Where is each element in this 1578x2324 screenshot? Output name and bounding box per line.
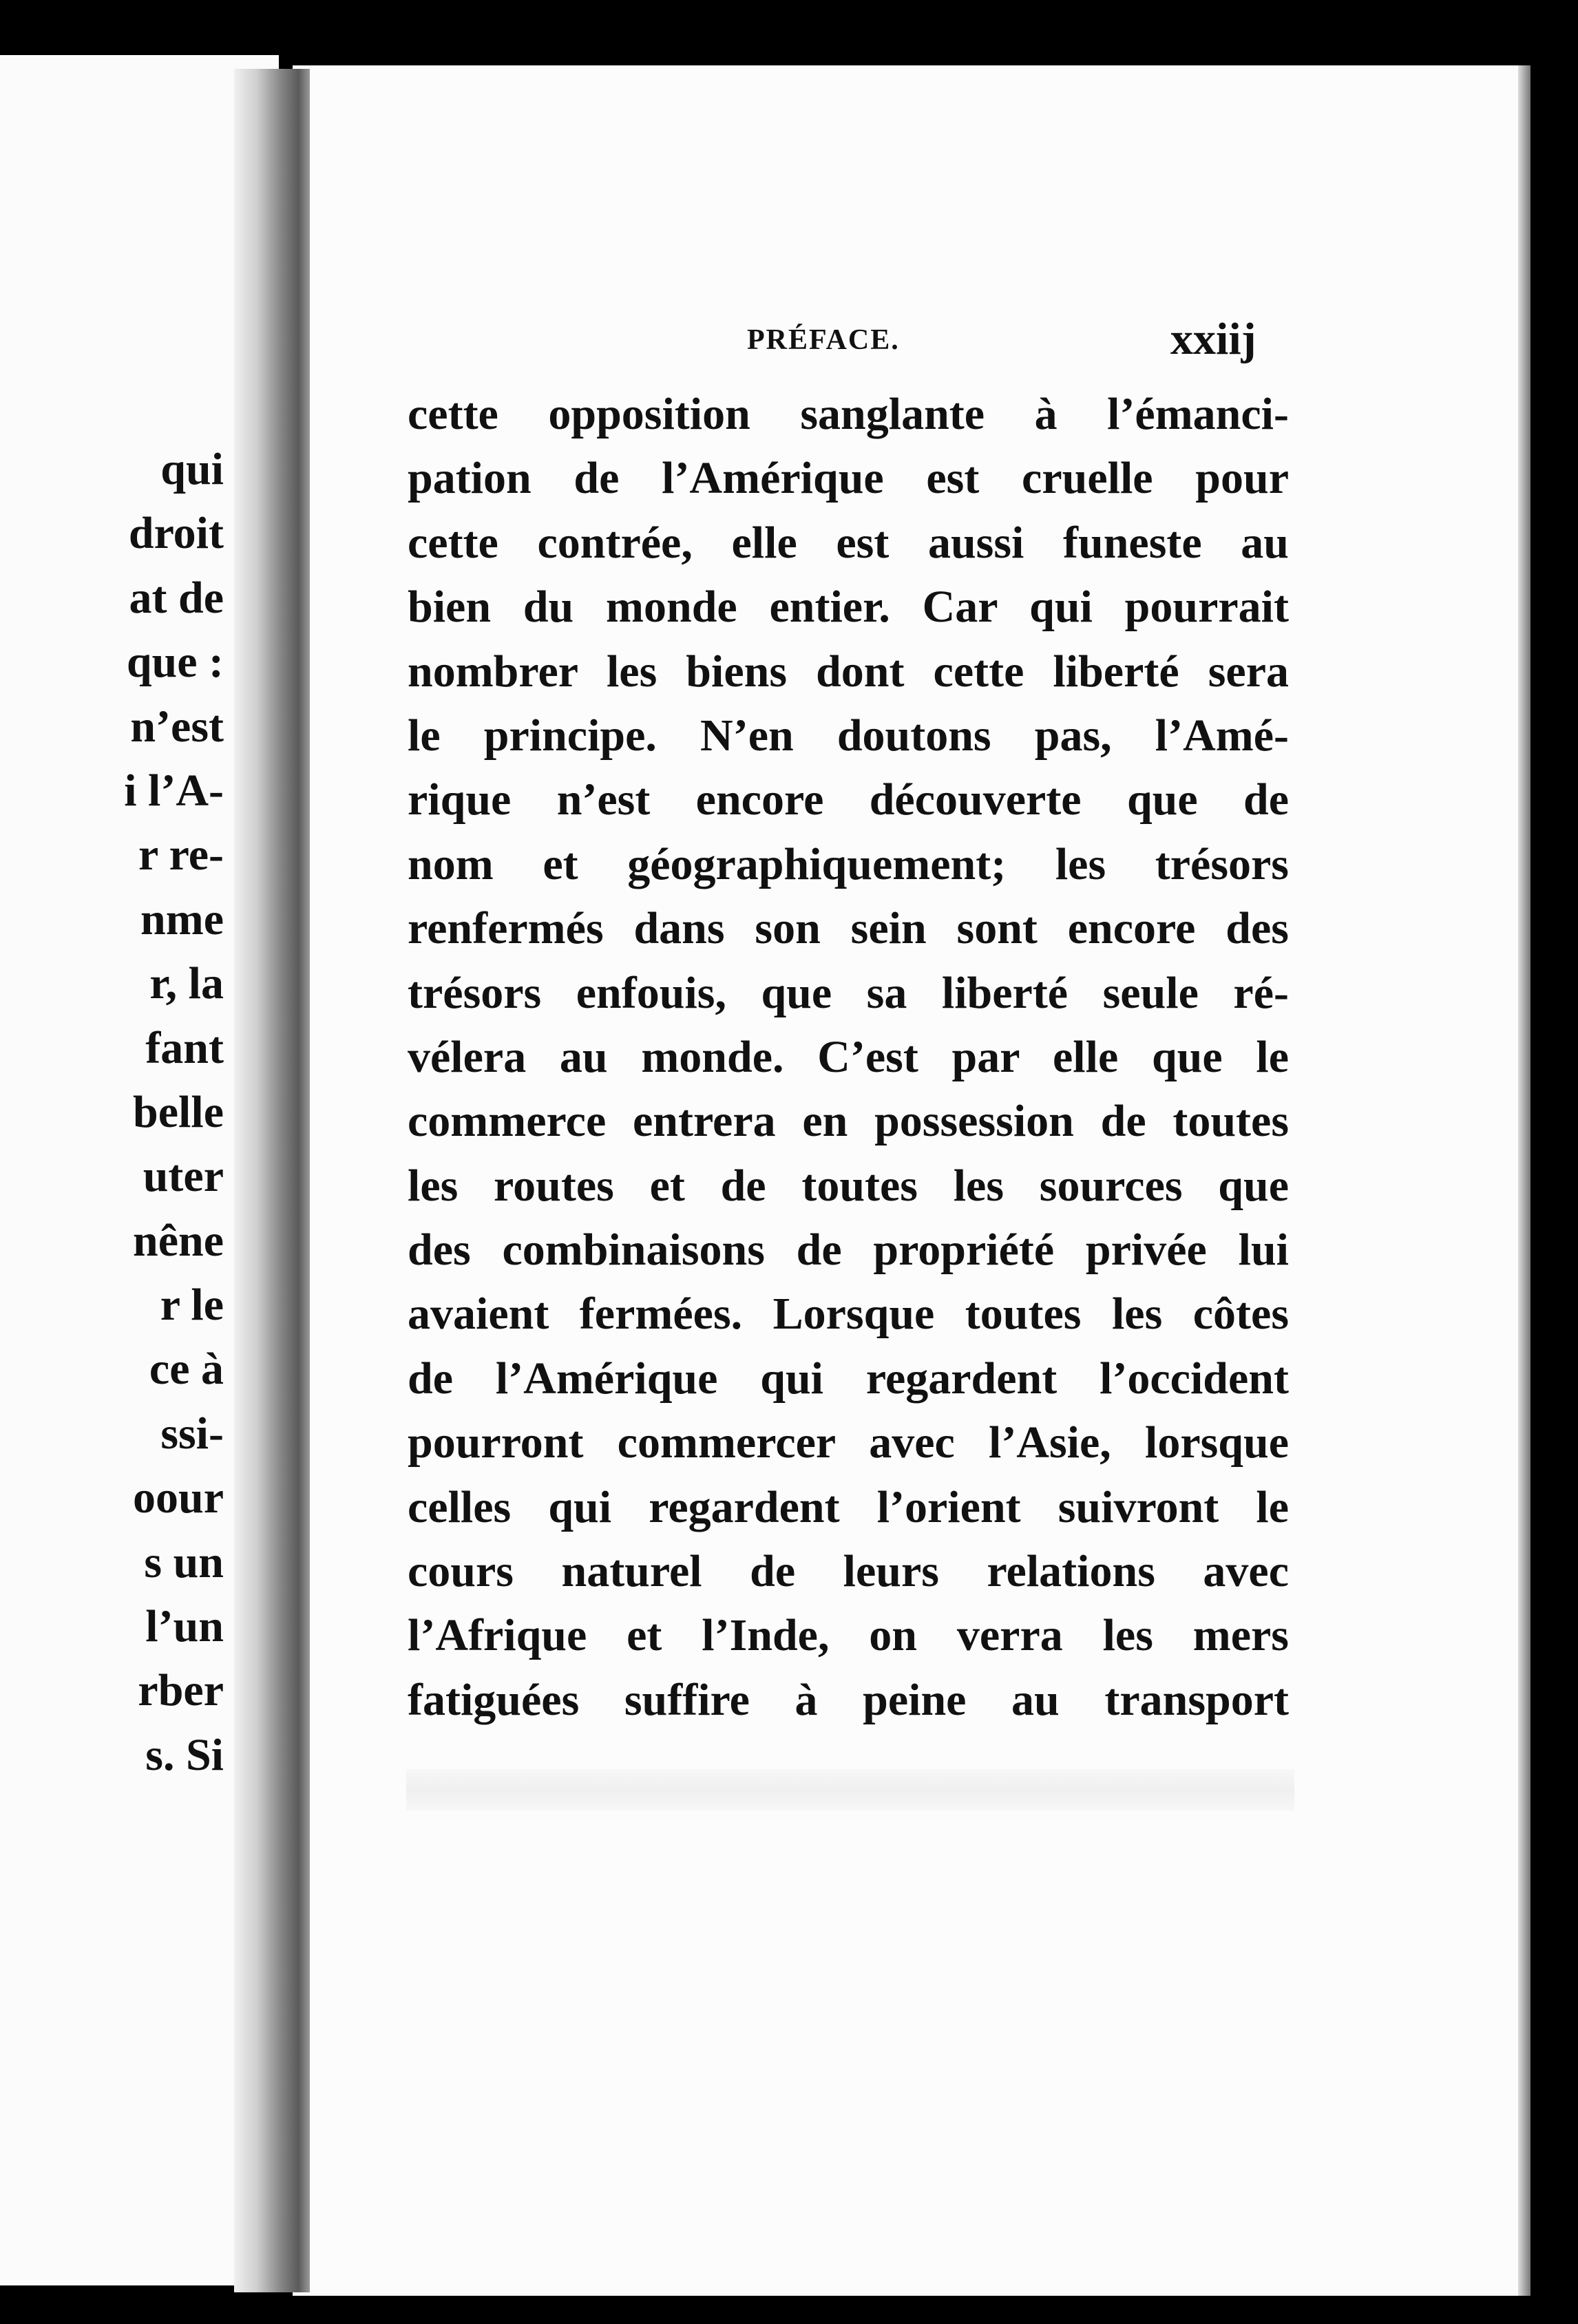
left-line: oour — [133, 1472, 224, 1523]
left-page-text — [45, 437, 224, 1787]
body-text — [408, 382, 1289, 1732]
text-line: renfermés dans son sein sont encore des — [408, 903, 1289, 954]
text-line: le principe. N’en doutons pas, l’Amé- — [408, 710, 1289, 761]
left-line: qui — [160, 444, 224, 494]
left-line: r re- — [138, 830, 224, 880]
left-line: uter — [143, 1151, 224, 1202]
left-line: ce à — [149, 1344, 224, 1395]
book-gutter-shadow — [234, 69, 310, 2292]
left-line: s un — [144, 1536, 224, 1587]
left-line: droit — [128, 508, 224, 559]
text-line: celles qui regardent l’orient suivront le — [408, 1481, 1289, 1532]
text-line: commerce entrera en possession de toutes — [408, 1096, 1289, 1147]
text-line: bien du monde entier. Car qui pourrait — [408, 582, 1289, 633]
text-line: l’Afrique et l’Inde, on verra les mers — [408, 1610, 1289, 1661]
left-line: l’un — [145, 1601, 224, 1652]
text-line: les routes et de toutes les sources que — [408, 1160, 1289, 1211]
left-line: r, la — [149, 958, 224, 1009]
text-line: avaient fermées. Lorsque toutes les côtes — [408, 1289, 1289, 1340]
left-line: n’est — [130, 701, 224, 752]
left-line: nêne — [133, 1215, 224, 1266]
text-line: pourront commercer avec l’Asie, lorsque — [408, 1417, 1289, 1468]
left-line: r le — [160, 1280, 224, 1331]
left-line: nme — [140, 894, 224, 944]
text-line: fatiguées suffire à peine au transport — [408, 1674, 1289, 1725]
left-line: belle — [133, 1086, 224, 1137]
text-line: cette contrée, elle est aussi funeste au — [408, 517, 1289, 568]
left-line: s. Si — [145, 1729, 224, 1780]
show-through-bleed — [406, 1769, 1294, 1810]
left-line: fant — [145, 1022, 224, 1073]
text-line: pation de l’Amérique est cruelle pour — [408, 453, 1289, 504]
left-line: at de — [129, 572, 224, 623]
text-line: de l’Amérique qui regardent l’occident — [408, 1353, 1289, 1404]
text-line: vélera au monde. C’est par elle que le — [408, 1031, 1289, 1082]
text-line: trésors enfouis, que sa liberté seule ré- — [408, 967, 1289, 1018]
text-line: rique n’est encore découverte que de — [408, 774, 1289, 825]
left-line: rber — [138, 1665, 224, 1716]
left-line: que : — [126, 637, 224, 688]
left-line: i l’A- — [124, 765, 224, 816]
text-line: cette opposition sanglante à l’émanci- — [408, 389, 1289, 439]
text-line: des combinaisons de propriété privée lui — [408, 1225, 1289, 1276]
text-line: nom et géographiquement; les trésors — [408, 838, 1289, 889]
text-line: cours naturel de leurs relations avec — [408, 1546, 1289, 1597]
page-edge-shadow — [1518, 65, 1530, 2296]
left-line: ssi- — [160, 1408, 224, 1459]
page-number: xxiij — [1170, 314, 1256, 364]
running-head: PRÉFACE. — [747, 324, 900, 356]
text-line: nombrer les biens dont cette liberté sera — [408, 646, 1289, 697]
